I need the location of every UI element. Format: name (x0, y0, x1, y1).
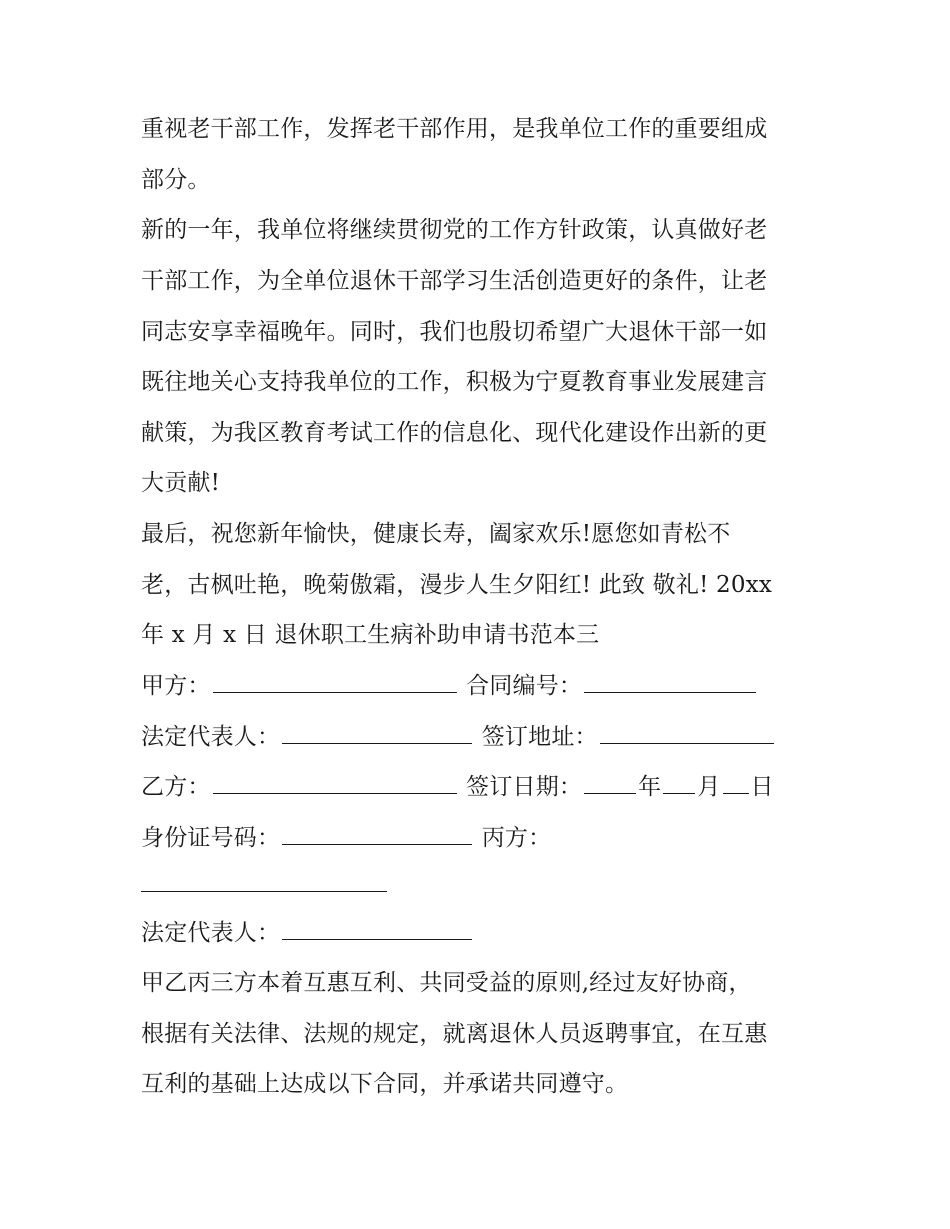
form-row-party-b (141, 767, 774, 807)
closing-line: 根据有关法律、法规的规定，就离退休人员返聘事宜，在互惠 (141, 1021, 768, 1047)
paragraph-line: 新的一年，我单位将继续贯彻党的工作方针政策，认真做好老 (141, 217, 768, 243)
legal-rep-2-blank[interactable] (282, 915, 472, 940)
paragraph-line: 献策，为我区教育考试工作的信息化、现代化建设作出新的更 (141, 420, 768, 446)
id-number-blank[interactable] (282, 820, 472, 845)
id-number-label: 身份证号码： (141, 825, 281, 851)
paragraph-line: 年 x 月 x 日 退休职工生病补助申请书范本三 (141, 622, 600, 648)
year-blank[interactable] (584, 769, 636, 794)
paragraph-line: 干部工作，为全单位退休干部学习生活创造更好的条件，让老 (141, 268, 768, 294)
contract-number-blank[interactable] (584, 668, 756, 693)
form-row-id-number (141, 818, 551, 858)
paragraph-line: 老，古枫吐艳，晚菊傲霜，漫步人生夕阳红! 此致 敬礼! 20xx (141, 572, 773, 598)
party-b-blank[interactable] (213, 769, 457, 794)
sign-place-blank[interactable] (600, 719, 774, 744)
sign-place-label: 签订地址： (481, 724, 598, 750)
paragraph-line: 既往地关心支持我单位的工作，积极为宁夏教育事业发展建言 (141, 369, 768, 395)
paragraph-line: 最后，祝您新年愉快，健康长寿，阖家欢乐!愿您如青松不 (141, 521, 731, 547)
legal-rep-blank[interactable] (282, 719, 472, 744)
paragraph-line: 部分。 (141, 167, 211, 193)
paragraph-line: 同志安享幸福晚年。同时，我们也殷切希望广大退休干部一如 (141, 319, 768, 345)
legal-rep-label: 法定代表人： (141, 724, 281, 750)
party-b-label: 乙方： (141, 774, 211, 800)
day-blank[interactable] (723, 769, 749, 794)
day-label: 日 (750, 774, 774, 800)
month-blank[interactable] (663, 769, 695, 794)
legal-rep-2-label: 法定代表人： (141, 920, 281, 946)
form-row-party-a (141, 666, 758, 706)
form-row-legal-rep (141, 717, 776, 757)
party-c-label: 丙方： (481, 825, 552, 851)
closing-line: 甲乙丙三方本着互惠互利、共同受益的原则,经过友好协商， (141, 970, 752, 996)
party-a-blank[interactable] (213, 668, 457, 693)
month-label: 月 (697, 774, 721, 800)
form-row-legal-rep-2 (141, 913, 474, 953)
closing-line: 互利的基础上达成以下合同，并承诺共同遵守。 (141, 1071, 629, 1097)
party-a-label: 甲方： (141, 673, 211, 699)
year-label: 年 (638, 774, 662, 800)
paragraph-line: 大贡献! (141, 470, 221, 496)
sign-date-label: 签订日期： (466, 774, 583, 800)
paragraph-line: 重视老干部工作，发挥老干部作用，是我单位工作的重要组成 (141, 116, 768, 142)
contract-number-label: 合同编号： (466, 673, 583, 699)
party-c-blank[interactable] (141, 891, 387, 892)
